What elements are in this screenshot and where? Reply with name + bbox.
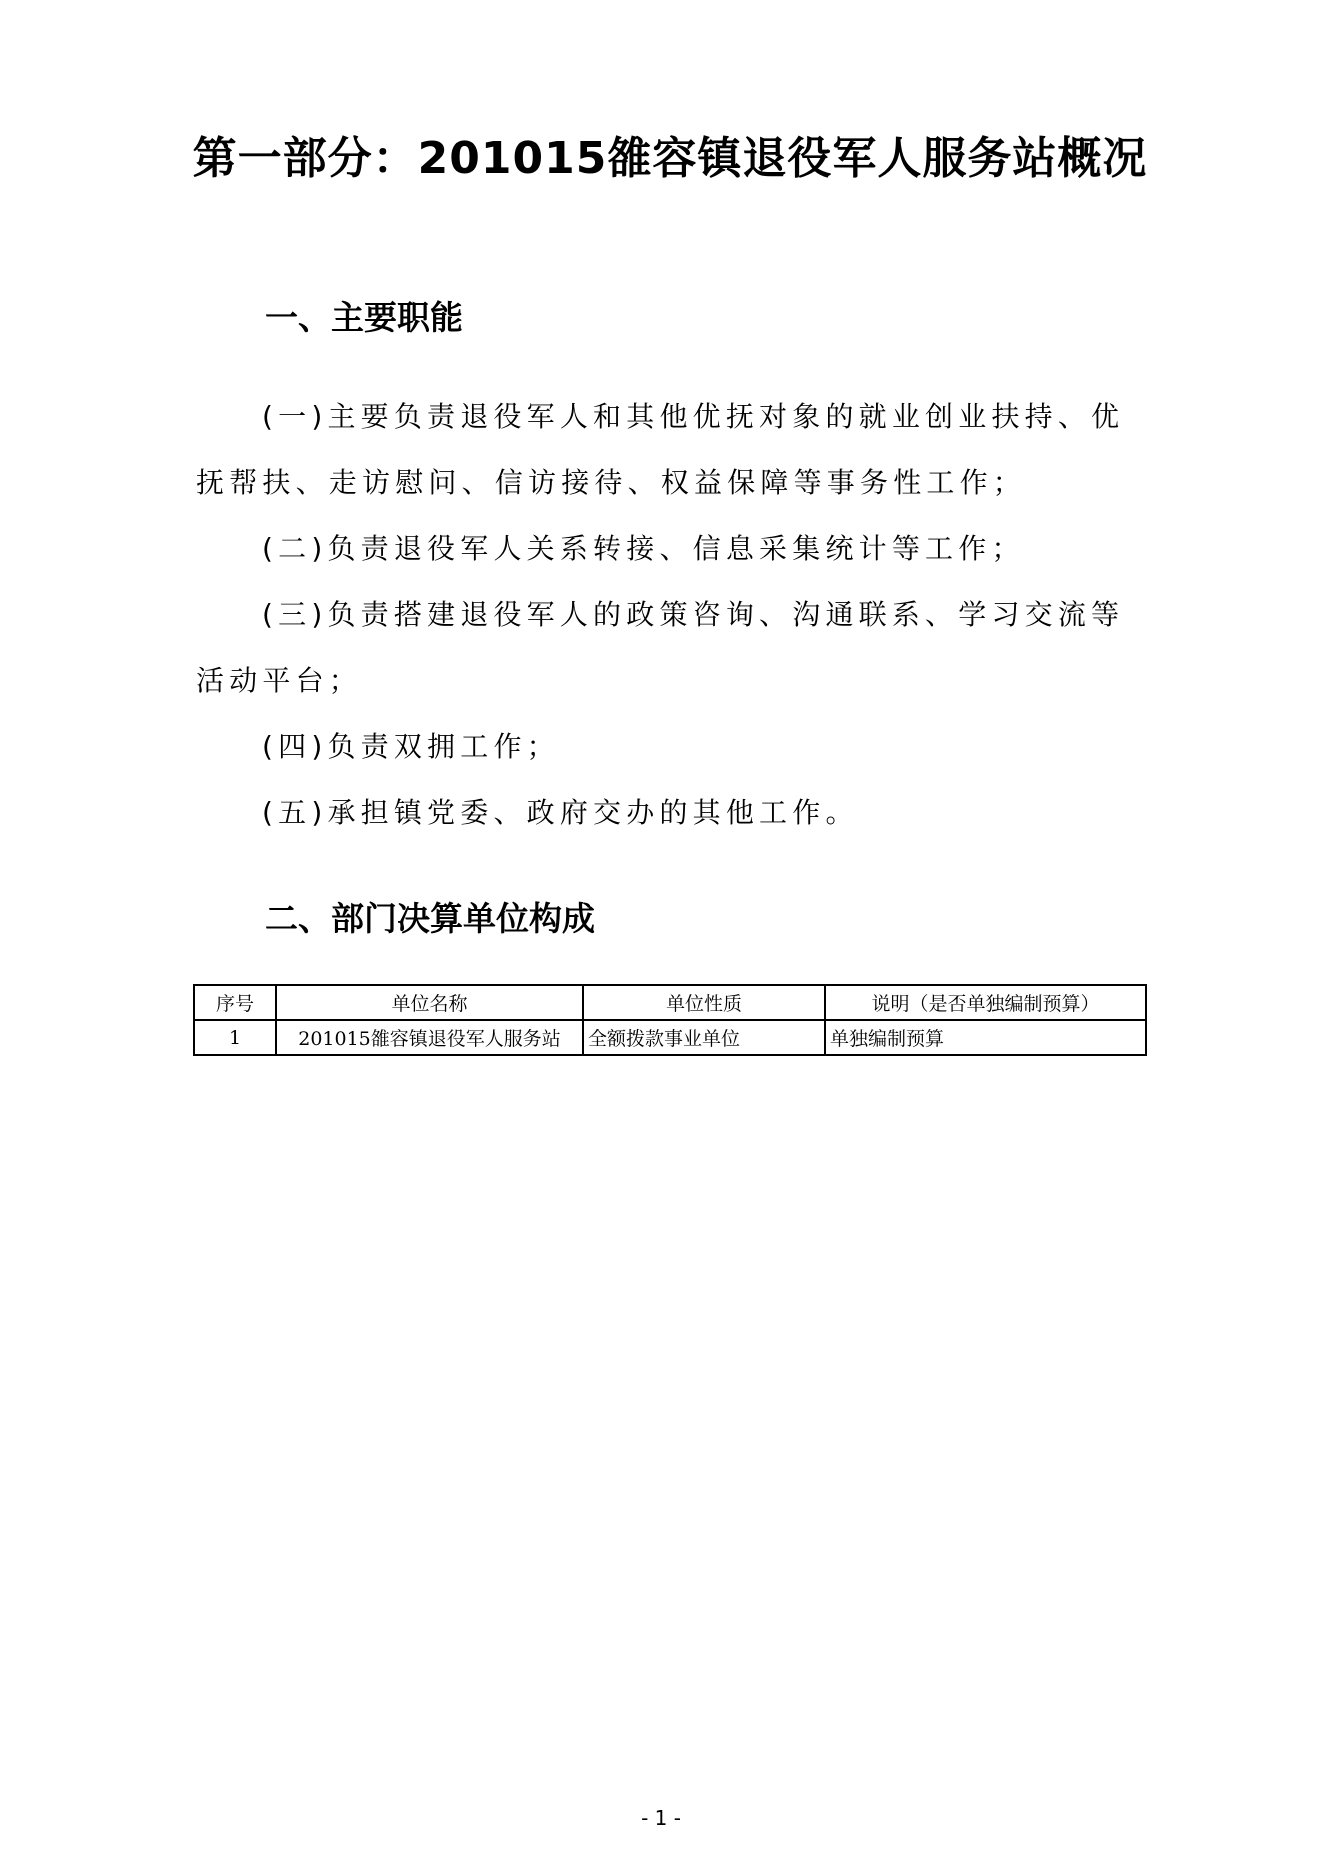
section-heading-unit-composition: 二、部门决算单位构成 (265, 899, 595, 938)
function-item-3: (三)负责搭建退役军人的政策咨询、沟通联系、学习交流等活动平台； (196, 598, 1125, 697)
column-header-unit-name: 单位名称 (276, 985, 583, 1020)
cell-unit-type: 全额拨款事业单位 (583, 1020, 825, 1055)
unit-composition-table (193, 984, 1147, 1056)
function-item-1: (一)主要负责退役军人和其他优抚对象的就业创业扶持、优抚帮扶、走访慰问、信访接待、权益保障等事务性工作； (196, 400, 1125, 499)
section-heading-main-functions: 一、主要职能 (265, 298, 463, 337)
function-item-5: (五)承担镇党委、政府交办的其他工作。 (262, 796, 859, 829)
cell-index: 1 (194, 1020, 276, 1055)
function-item-2: (二)负责退役军人关系转接、信息采集统计等工作； (262, 532, 1025, 565)
cell-note: 单独编制预算 (825, 1020, 1146, 1055)
cell-unit-name: 201015雒容镇退役军人服务站 (276, 1020, 583, 1055)
column-header-index: 序号 (194, 985, 276, 1020)
table-row (194, 1020, 1146, 1055)
column-header-note: 说明（是否单独编制预算） (825, 985, 1146, 1020)
column-header-unit-type: 单位性质 (583, 985, 825, 1020)
function-item-4: (四)负责双拥工作； (262, 730, 560, 763)
table-header-row (194, 985, 1146, 1020)
page-number: - 1 - (641, 1806, 681, 1830)
page-title: 第一部分：201015雒容镇退役军人服务站概况 (192, 133, 1148, 184)
